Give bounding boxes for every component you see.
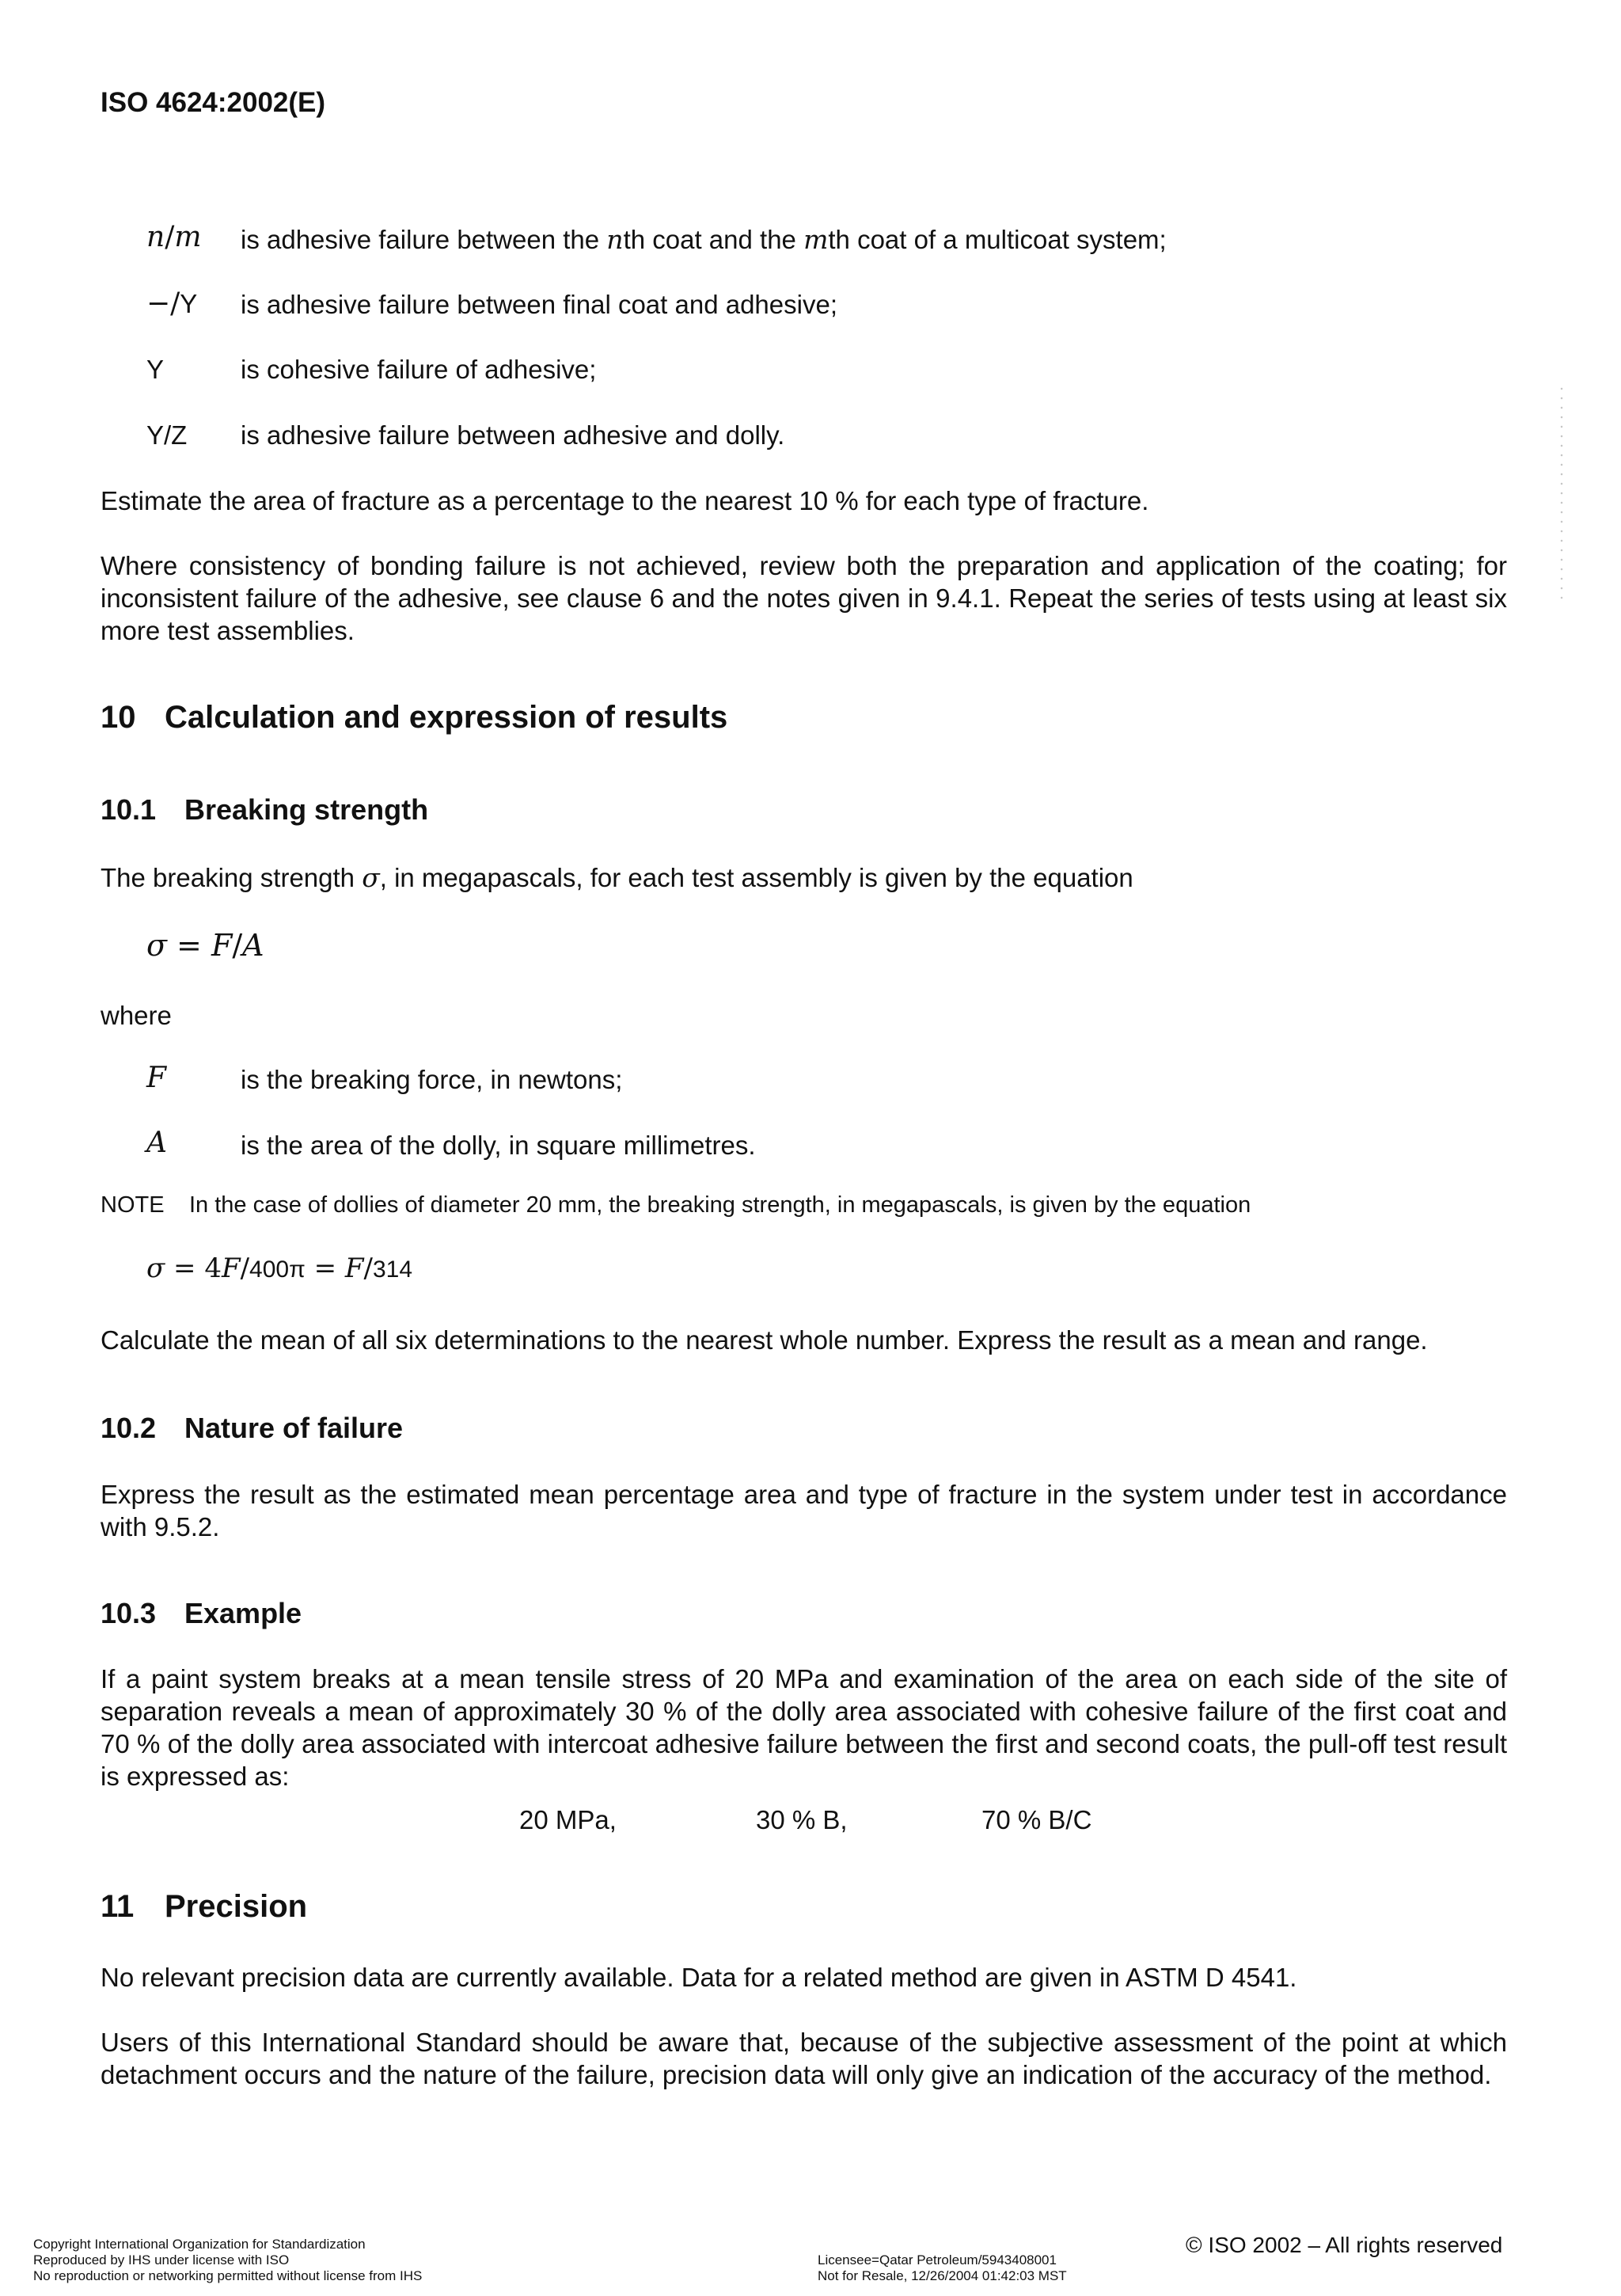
precision-text-1: No relevant precision data are currently available. Data for a related method are given in ASTM D 4541. bbox=[101, 1963, 1297, 1992]
note: NOTE In the case of dollies of diameter 20 mm, the breaking strength, in megapascals, is given by the equation bbox=[101, 1192, 1251, 1218]
section-10-2-heading: 10.2 Nature of failure bbox=[101, 1412, 404, 1444]
footer-center-line: Not for Resale, 12/26/2004 01:42:03 MST bbox=[818, 2268, 1067, 2283]
definition-dash-y: is adhesive failure between final coat and adhesive; bbox=[241, 290, 837, 319]
definition-n-over-m: is adhesive failure between the nth coat and the mth coat of a multicoat system; bbox=[241, 224, 1167, 255]
section-10-heading: 10 Calculation and expression of results bbox=[101, 700, 728, 735]
document-header: ISO 4624:2002(E) bbox=[101, 87, 326, 118]
footer-license-left bbox=[33, 2237, 422, 2284]
symbol-A: A bbox=[146, 1127, 167, 1159]
definition-y: is cohesive failure of adhesive; bbox=[241, 355, 597, 384]
nature-of-failure-text: Express the result as the estimated mean percentage area and type of fracture in the system under test in accordance with 9.5.2. bbox=[101, 1480, 1507, 1541]
symbol-F: F bbox=[146, 1062, 166, 1094]
footer-left-line: No reproduction or networking permitted without license from IHS bbox=[33, 2268, 423, 2283]
note-equation: σ = 4F/400π = F/314 bbox=[146, 1253, 413, 1284]
where-label: where bbox=[101, 1001, 172, 1030]
symbol-y-z: Y/Z bbox=[146, 420, 188, 450]
footer-left-line: Reproduced by IHS under license with ISO bbox=[33, 2252, 290, 2267]
breaking-strength-intro: The breaking strength σ, in megapascals, for each test assembly is given by the equation bbox=[101, 862, 1133, 893]
precision-text-2: Users of this International Standard should be aware that, because of the subjective assessment of the point at which detachment occurs and the nature of the failure, precision data will only give an indication of the accuracy of the method. bbox=[101, 2028, 1507, 2089]
footer-license-center bbox=[818, 2252, 1067, 2284]
copyright-notice: © ISO 2002 – All rights reserved bbox=[1186, 2233, 1503, 2257]
symbol-y: Y bbox=[146, 355, 165, 384]
paragraph-consistency: Where consistency of bonding failure is not achieved, review both the preparation and application of the coating; for inconsistent failure of the adhesive, see clause 6 and the notes given in 9.4.1. Repeat the series of tests using at least six more test assemblies. bbox=[101, 551, 1507, 645]
symbol-dash-y: −/Y bbox=[146, 287, 198, 320]
section-11-heading: 11 Precision bbox=[101, 1889, 308, 1924]
example-text: If a paint system breaks at a mean tensile stress of 20 MPa and examination of the area on each side of the site of separation reveals a mean of approximately 30 % of the dolly area associated with cohesive failure of the first coat and 70 % of the dolly area associated with intercoat adhesive failure between the first and second coats, the pull-off test result is expressed as: bbox=[101, 1664, 1507, 1791]
definition-y-z: is adhesive failure between adhesive and dolly. bbox=[241, 420, 785, 450]
margin-marks bbox=[1560, 384, 1563, 606]
result-cohesive: 30 % B, bbox=[756, 1805, 848, 1834]
breaking-strength-equation: σ = F/A bbox=[146, 928, 264, 963]
result-adhesive: 70 % B/C bbox=[981, 1805, 1092, 1834]
mean-instruction: Calculate the mean of all six determinations to the nearest whole number. Express the result as a mean and range. bbox=[101, 1325, 1428, 1355]
definition-F: is the breaking force, in newtons; bbox=[241, 1065, 623, 1094]
result-stress: 20 MPa, bbox=[519, 1805, 617, 1834]
symbol-n-over-m: n/m bbox=[146, 221, 202, 253]
paragraph-estimate: Estimate the area of fracture as a percentage to the nearest 10 % for each type of fracture. bbox=[101, 486, 1149, 515]
definition-A: is the area of the dolly, in square millimetres. bbox=[241, 1131, 756, 1160]
footer-center-line: Licensee=Qatar Petroleum/5943408001 bbox=[818, 2252, 1057, 2267]
footer-left-line: Copyright International Organization for Standardization bbox=[33, 2237, 366, 2252]
section-10-1-heading: 10.1 Breaking strength bbox=[101, 793, 429, 826]
section-10-3-heading: 10.3 Example bbox=[101, 1597, 302, 1629]
